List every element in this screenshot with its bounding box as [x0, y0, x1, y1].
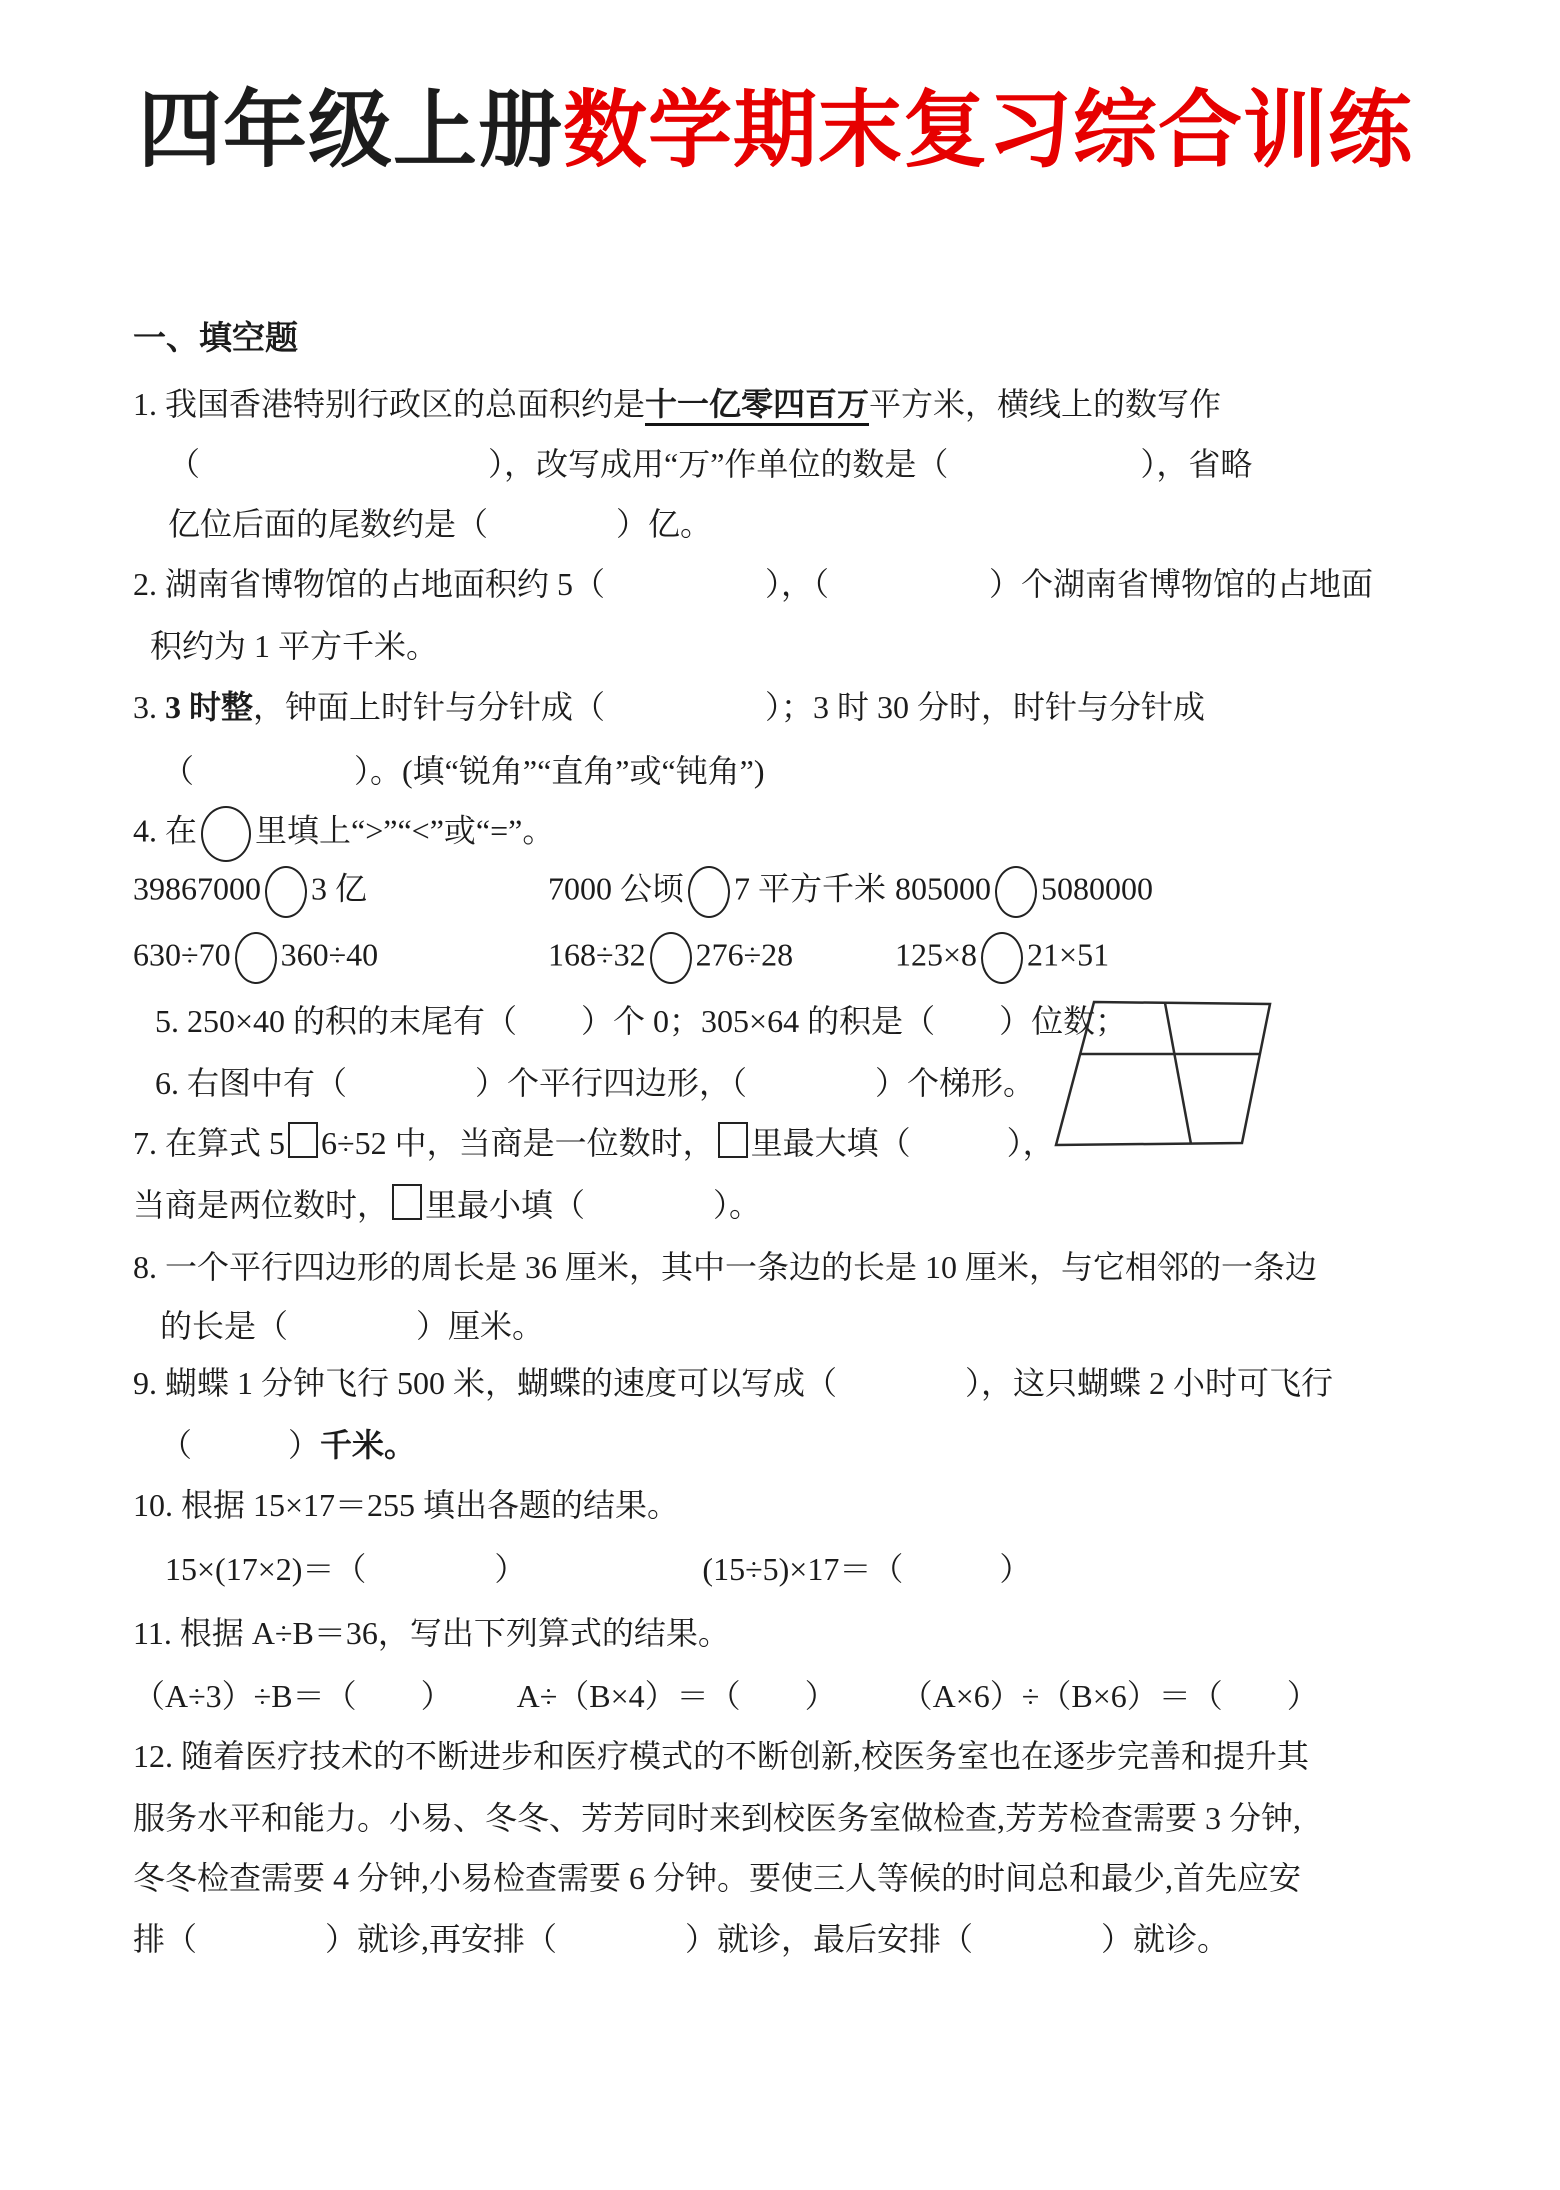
question-12-line-4: 排（ ）就诊,再安排（ ）就诊，最后安排（ ）就诊。: [133, 1921, 1230, 1957]
title-red: 数学期末复习综合训练: [563, 85, 1414, 178]
comparison-cell: 630÷70 360÷40: [133, 932, 378, 984]
question-8-line-1: 8. 一个平行四边形的周长是 36 厘米，其中一条边的长是 10 厘米，与它相邻的一条边: [133, 1249, 1318, 1285]
comparison-cell: 39867000 3 亿: [133, 866, 367, 918]
question-1-line-2: （ ），改写成用“万”作单位的数是（ ），省略: [168, 446, 1253, 482]
section-heading: 一、填空题: [133, 321, 298, 357]
question-8-line-2: 的长是（ ）厘米。: [160, 1308, 545, 1344]
comparison-circle-icon: [265, 866, 307, 918]
underlined-number: 十一亿零四百万: [645, 386, 869, 426]
question-10-line-2: 15×(17×2)＝（ ） (15÷5)×17＝（ ）: [165, 1551, 1032, 1587]
question-4-header: 4. 在 里填上“>”“<”或“=”。: [133, 806, 554, 862]
comparison-circle-icon: [201, 806, 251, 862]
question-2-line-2: 积约为 1 平方千米。: [150, 628, 439, 664]
comparison-circle-icon: [650, 932, 692, 984]
question-12-line-3: 冬冬检查需要 4 分钟,小易检查需要 6 分钟。要使三人等候的时间总和最少,首先应安: [133, 1860, 1302, 1896]
title-black: 四年级上册: [138, 85, 564, 178]
question-1-line-1: 1. 我国香港特别行政区的总面积约是十一亿零四百万平方米，横线上的数写作: [133, 383, 1221, 425]
question-9-line-2: （ ）千米。: [160, 1427, 417, 1463]
blank-square-icon: [718, 1122, 748, 1158]
comparison-circle-icon: [981, 932, 1023, 984]
question-11-line-2: （A÷3）÷B＝（ ） A÷（B×4）＝（ ） （A×6）÷（B×6）＝（ ）: [133, 1678, 1319, 1714]
comparison-cell: 168÷32 276÷28: [548, 932, 793, 984]
question-1-line-3: 亿位后面的尾数约是（ ）亿。: [168, 506, 713, 542]
comparison-cell: 805000 5080000: [895, 866, 1153, 918]
question-10-line-1: 10. 根据 15×17＝255 填出各题的结果。: [133, 1487, 680, 1523]
page-title: [138, 86, 1413, 178]
question-7-line-1: 7. 在算式 5 6÷52 中，当商是一位数时， 里最大填（ ），: [133, 1122, 1055, 1164]
comparison-circle-icon: [688, 866, 730, 918]
question-6-line-1: 6. 右图中有（ ）个平行四边形，（ ）个梯形。: [155, 1065, 1036, 1101]
question-5-line-1: 5. 250×40 的积的末尾有（ ）个 0；305×64 的积是（ ）位数；: [155, 1003, 1128, 1039]
blank-square-icon: [288, 1122, 318, 1158]
comparison-circle-icon: [235, 932, 277, 984]
question-12-line-2: 服务水平和能力。小易、冬冬、芳芳同时来到校医务室做检查,芳芳检查需要 3 分钟,: [133, 1800, 1302, 1836]
question-3-line-1: 3. 3 时整，钟面上时针与分针成（ ）；3 时 30 分时，时针与分针成: [133, 689, 1206, 725]
parallelogram-figure: [1048, 990, 1298, 1160]
blank-square-icon: [392, 1184, 422, 1220]
question-12-line-1: 12. 随着医疗技术的不断进步和医疗模式的不断创新,校医务室也在逐步完善和提升其: [133, 1738, 1310, 1774]
question-3-line-2: （ ）。(填“锐角”“直角”或“钝角”): [162, 753, 765, 789]
comparison-cell: 125×8 21×51: [895, 932, 1109, 984]
question-2-line-1: 2. 湖南省博物馆的占地面积约 5（ ），（ ）个湖南省博物馆的占地面: [133, 566, 1374, 602]
comparison-cell: 7000 公顷 7 平方千米: [548, 866, 886, 918]
question-11-line-1: 11. 根据 A÷B＝36，写出下列算式的结果。: [133, 1615, 730, 1651]
comparison-circle-icon: [995, 866, 1037, 918]
question-7-line-2: 当商是两位数时， 里最小填（ ）。: [133, 1184, 761, 1226]
question-9-line-1: 9. 蝴蝶 1 分钟飞行 500 米，蝴蝶的速度可以写成（ ），这只蝴蝶 2 小时可飞行: [133, 1365, 1334, 1401]
